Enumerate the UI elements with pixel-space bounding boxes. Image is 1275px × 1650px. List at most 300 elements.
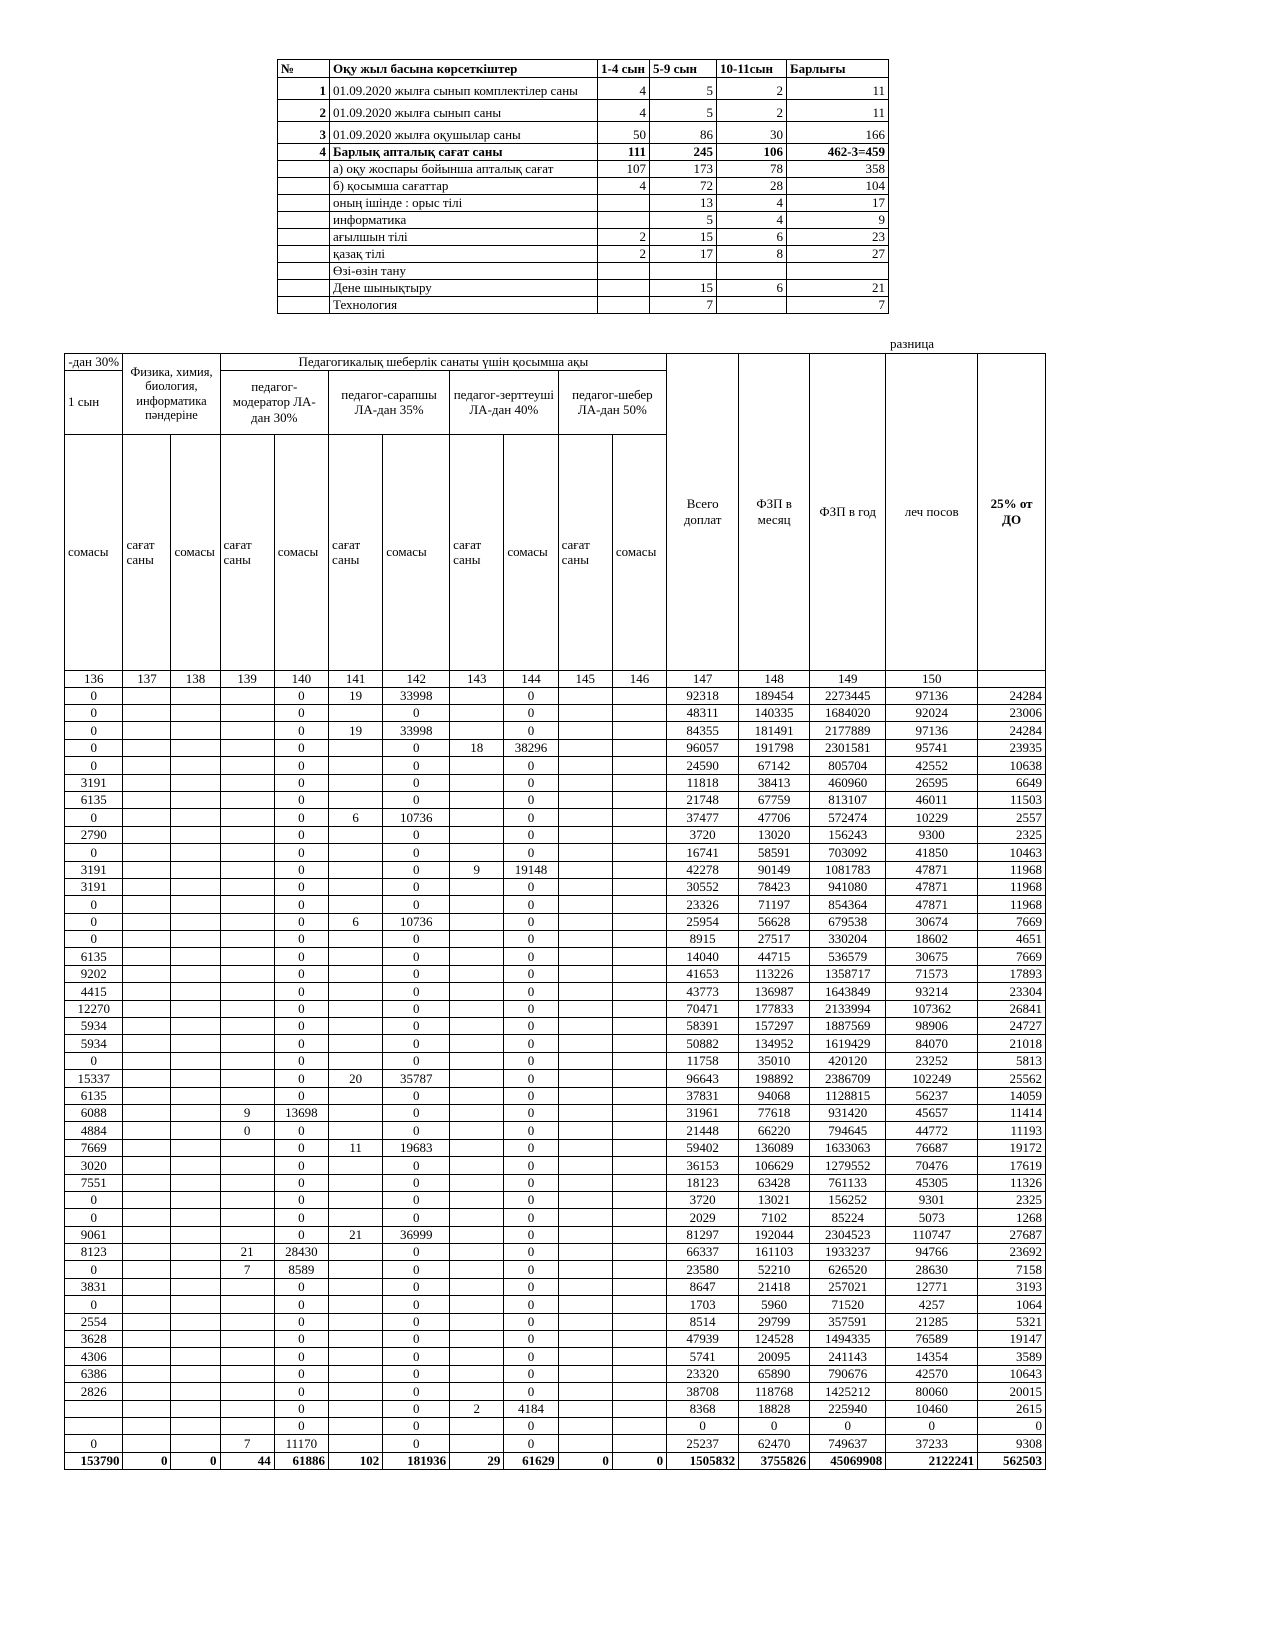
table-cell: [171, 1348, 220, 1365]
table-cell: [558, 1278, 612, 1295]
table-cell: [612, 687, 666, 704]
table-cell: 189454: [739, 687, 810, 704]
table-row: [65, 948, 1046, 965]
table-cell: [450, 826, 504, 843]
table-cell: [558, 1209, 612, 1226]
column-number-cell: 136: [65, 670, 123, 687]
table-cell: 11503: [978, 791, 1046, 808]
table-cell: [220, 878, 274, 895]
table-cell: 102249: [886, 1070, 978, 1087]
table-cell: [123, 896, 171, 913]
total-cell: 181936: [383, 1452, 450, 1469]
table-cell: 20095: [739, 1348, 810, 1365]
table-cell: 33998: [383, 687, 450, 704]
table-cell: [558, 965, 612, 982]
table-cell: [329, 1104, 383, 1121]
table-cell: 5073: [886, 1209, 978, 1226]
table-cell: 2177889: [810, 722, 886, 739]
table-cell: 0: [274, 1122, 328, 1139]
table-cell: 26595: [886, 774, 978, 791]
table-cell: 9: [220, 1104, 274, 1121]
table-cell: [329, 1383, 383, 1400]
table-cell: 0: [504, 1365, 558, 1382]
table-cell: 0: [383, 1191, 450, 1208]
table-cell: 941080: [810, 878, 886, 895]
table-cell: 0: [274, 687, 328, 704]
table-cell: 931420: [810, 1104, 886, 1121]
table-cell: 84355: [667, 722, 739, 739]
table-cell: 47706: [739, 809, 810, 826]
table-cell: 0: [504, 931, 558, 948]
top-header-cell: №: [278, 60, 330, 78]
table-cell: 21748: [667, 791, 739, 808]
table-cell: [171, 1383, 220, 1400]
table-cell: [329, 1018, 383, 1035]
table-cell: [558, 1383, 612, 1400]
table-cell: 33998: [383, 722, 450, 739]
table-cell: [123, 1383, 171, 1400]
table-cell: 10460: [886, 1400, 978, 1417]
table-cell: [171, 896, 220, 913]
top-cell-c: 4: [717, 212, 787, 229]
table-cell: 38413: [739, 774, 810, 791]
top-cell-no: [278, 195, 330, 212]
total-cell: 29: [450, 1452, 504, 1469]
table-cell: 19683: [383, 1139, 450, 1156]
table-cell: 25562: [978, 1070, 1046, 1087]
table-cell: [171, 687, 220, 704]
table-cell: 813107: [810, 791, 886, 808]
table-cell: [220, 1400, 274, 1417]
table-cell: 24284: [978, 722, 1046, 739]
table-cell: [558, 1313, 612, 1330]
table-cell: 0: [383, 931, 450, 948]
table-cell: [171, 757, 220, 774]
header-sagat-sany: сағат саны: [450, 434, 504, 670]
table-cell: [123, 1191, 171, 1208]
table-cell: [612, 1365, 666, 1382]
table-cell: 0: [504, 1278, 558, 1295]
table-row: [65, 1070, 1046, 1087]
table-cell: 2615: [978, 1400, 1046, 1417]
table-row: [65, 1122, 1046, 1139]
table-cell: [612, 1278, 666, 1295]
table-cell: 17893: [978, 965, 1046, 982]
table-cell: 8368: [667, 1400, 739, 1417]
table-cell: 62470: [739, 1435, 810, 1452]
table-cell: 97136: [886, 687, 978, 704]
table-cell: [612, 878, 666, 895]
table-cell: [450, 1383, 504, 1400]
table-cell: [329, 983, 383, 1000]
table-row: [65, 1000, 1046, 1017]
table-cell: 7669: [978, 948, 1046, 965]
table-cell: [558, 1000, 612, 1017]
table-cell: 30552: [667, 878, 739, 895]
table-cell: [450, 844, 504, 861]
table-cell: 1887569: [810, 1018, 886, 1035]
table-cell: 42278: [667, 861, 739, 878]
table-row: [65, 1191, 1046, 1208]
table-cell: [123, 1365, 171, 1382]
top-cell-c: 30: [717, 122, 787, 144]
top-cell-b: 13: [650, 195, 717, 212]
table-cell: [450, 1296, 504, 1313]
total-cell: 0: [171, 1452, 220, 1469]
table-cell: 0: [504, 826, 558, 843]
table-cell: 0: [504, 878, 558, 895]
table-cell: 2790: [65, 826, 123, 843]
table-cell: 11170: [274, 1435, 328, 1452]
table-cell: [450, 687, 504, 704]
table-cell: [220, 1313, 274, 1330]
top-cell-c: 2: [717, 78, 787, 100]
table-row: [65, 1104, 1046, 1121]
table-cell: 1268: [978, 1209, 1046, 1226]
totals-row: [65, 1452, 1046, 1469]
table-cell: 21018: [978, 1035, 1046, 1052]
table-cell: 124528: [739, 1331, 810, 1348]
table-cell: [220, 1174, 274, 1191]
table-cell: 67759: [739, 791, 810, 808]
table-cell: [612, 1174, 666, 1191]
table-cell: [558, 739, 612, 756]
table-cell: 70476: [886, 1157, 978, 1174]
table-cell: [171, 1174, 220, 1191]
table-cell: 5960: [739, 1296, 810, 1313]
table-cell: 0: [65, 931, 123, 948]
table-cell: [171, 1261, 220, 1278]
table-cell: [612, 896, 666, 913]
table-cell: 84070: [886, 1035, 978, 1052]
table-cell: [171, 1296, 220, 1313]
table-cell: [123, 1418, 171, 1435]
table-cell: 2386709: [810, 1070, 886, 1087]
top-cell-a: [598, 212, 650, 229]
table-cell: [171, 1122, 220, 1139]
top-cell-total: [787, 263, 889, 280]
table-cell: 4415: [65, 983, 123, 1000]
table-cell: 0: [274, 1313, 328, 1330]
table-cell: [450, 722, 504, 739]
table-cell: [171, 774, 220, 791]
table-cell: [171, 1278, 220, 1295]
table-cell: 23304: [978, 983, 1046, 1000]
table-cell: [450, 1018, 504, 1035]
top-header-cell: Оқу жыл басына көрсеткіштер: [330, 60, 598, 78]
table-cell: [612, 1139, 666, 1156]
table-cell: 18602: [886, 931, 978, 948]
table-cell: 5934: [65, 1018, 123, 1035]
top-cell-total: 27: [787, 246, 889, 263]
table-cell: [123, 809, 171, 826]
total-cell: 3755826: [739, 1452, 810, 1469]
table-cell: [123, 687, 171, 704]
table-cell: 572474: [810, 809, 886, 826]
table-cell: [171, 844, 220, 861]
table-cell: 2133994: [810, 1000, 886, 1017]
table-cell: [123, 1087, 171, 1104]
table-cell: [558, 1174, 612, 1191]
table-cell: [329, 1313, 383, 1330]
table-cell: 1684020: [810, 704, 886, 721]
table-cell: 0: [274, 913, 328, 930]
table-cell: 9202: [65, 965, 123, 982]
table-cell: 1081783: [810, 861, 886, 878]
table-cell: 23692: [978, 1244, 1046, 1261]
table-cell: [612, 1052, 666, 1069]
table-cell: [612, 722, 666, 739]
table-row: [65, 878, 1046, 895]
total-cell: 153790: [65, 1452, 123, 1469]
table-cell: [558, 1418, 612, 1435]
table-cell: 0: [504, 1348, 558, 1365]
table-cell: [220, 1070, 274, 1087]
table-cell: 0: [886, 1418, 978, 1435]
top-table-row: [278, 212, 889, 229]
column-number-cell: 137: [123, 670, 171, 687]
top-header-cell: 5-9 сын: [650, 60, 717, 78]
table-cell: [329, 1087, 383, 1104]
table-row: [65, 774, 1046, 791]
table-cell: 0: [504, 704, 558, 721]
salary-table: [64, 353, 1046, 1470]
table-cell: 2273445: [810, 687, 886, 704]
table-cell: 50882: [667, 1035, 739, 1052]
header-sagat-sany: сағат саны: [558, 434, 612, 670]
table-cell: [220, 1348, 274, 1365]
table-cell: 58591: [739, 844, 810, 861]
top-cell-a: 50: [598, 122, 650, 144]
top-cell-total: 11: [787, 100, 889, 122]
table-cell: [612, 861, 666, 878]
table-cell: [329, 1191, 383, 1208]
table-cell: 11326: [978, 1174, 1046, 1191]
table-cell: 11193: [978, 1122, 1046, 1139]
table-cell: 65890: [739, 1365, 810, 1382]
table-cell: 536579: [810, 948, 886, 965]
table-cell: [612, 1331, 666, 1348]
table-cell: 56628: [739, 913, 810, 930]
top-cell-total: 104: [787, 178, 889, 195]
table-cell: [329, 861, 383, 878]
table-cell: 0: [274, 965, 328, 982]
table-cell: [220, 1383, 274, 1400]
table-cell: 0: [504, 1313, 558, 1330]
table-cell: [329, 1035, 383, 1052]
table-cell: 70471: [667, 1000, 739, 1017]
table-cell: [220, 704, 274, 721]
top-cell-a: [598, 297, 650, 314]
table-cell: 0: [65, 757, 123, 774]
header-sagat-sany: сағат саны: [329, 434, 383, 670]
top-cell-label: Барлық апталық сағат саны: [330, 144, 598, 161]
table-cell: 110747: [886, 1226, 978, 1243]
header-zertteushi: педагог-зерттеуші ЛА-дан 40%: [450, 370, 559, 434]
table-cell: 0: [504, 722, 558, 739]
table-cell: 0: [274, 931, 328, 948]
table-cell: 626520: [810, 1261, 886, 1278]
table-cell: [612, 983, 666, 1000]
table-cell: [171, 1191, 220, 1208]
top-cell-label: 01.09.2020 жылға сынып саны: [330, 100, 598, 122]
table-cell: 0: [504, 1000, 558, 1017]
table-cell: 157297: [739, 1018, 810, 1035]
table-cell: 11: [329, 1139, 383, 1156]
table-cell: [123, 1296, 171, 1313]
table-cell: [450, 1209, 504, 1226]
table-cell: [220, 1139, 274, 1156]
column-number-cell: 149: [810, 670, 886, 687]
table-cell: [612, 1261, 666, 1278]
table-cell: 0: [383, 1418, 450, 1435]
table-cell: [65, 1418, 123, 1435]
header-somasy: сомасы: [612, 434, 666, 670]
table-cell: 0: [65, 687, 123, 704]
table-cell: 0: [504, 774, 558, 791]
top-cell-total: 21: [787, 280, 889, 297]
table-cell: [450, 1278, 504, 1295]
table-cell: [612, 774, 666, 791]
table-cell: 0: [383, 1209, 450, 1226]
table-cell: [558, 1070, 612, 1087]
top-table-row: [278, 161, 889, 178]
header-pct: 25% от ДО: [978, 354, 1046, 671]
top-cell-b: 72: [650, 178, 717, 195]
table-cell: 97136: [886, 722, 978, 739]
header-sarapshy: педагог-сарапшы ЛА-дан 35%: [329, 370, 450, 434]
table-row: [65, 896, 1046, 913]
table-cell: [612, 757, 666, 774]
table-cell: [612, 931, 666, 948]
table-cell: [558, 983, 612, 1000]
table-cell: 4257: [886, 1296, 978, 1313]
table-cell: [123, 1226, 171, 1243]
top-cell-b: 5: [650, 212, 717, 229]
table-cell: 27687: [978, 1226, 1046, 1243]
table-cell: 37233: [886, 1435, 978, 1452]
table-cell: [558, 774, 612, 791]
table-cell: [123, 913, 171, 930]
table-cell: [450, 965, 504, 982]
top-cell-no: [278, 263, 330, 280]
table-row: [65, 861, 1046, 878]
table-cell: [123, 1244, 171, 1261]
table-cell: [123, 739, 171, 756]
table-row: [65, 1365, 1046, 1382]
table-cell: 0: [274, 1052, 328, 1069]
table-cell: [450, 1331, 504, 1348]
table-cell: 6135: [65, 791, 123, 808]
table-cell: [329, 1348, 383, 1365]
table-cell: [329, 878, 383, 895]
table-cell: 460960: [810, 774, 886, 791]
table-cell: 2554: [65, 1313, 123, 1330]
top-cell-a: 4: [598, 78, 650, 100]
table-cell: 11758: [667, 1052, 739, 1069]
table-cell: 10638: [978, 757, 1046, 774]
header-somasy: сомасы: [383, 434, 450, 670]
table-cell: 94068: [739, 1087, 810, 1104]
table-cell: 17619: [978, 1157, 1046, 1174]
table-cell: 140335: [739, 704, 810, 721]
table-cell: 44715: [739, 948, 810, 965]
table-cell: [123, 1174, 171, 1191]
table-row: [65, 931, 1046, 948]
table-cell: 0: [383, 1348, 450, 1365]
table-cell: 19: [329, 687, 383, 704]
table-cell: [612, 1348, 666, 1365]
table-cell: 0: [504, 1139, 558, 1156]
table-cell: 0: [383, 1087, 450, 1104]
top-cell-label: б) қосымша сағаттар: [330, 178, 598, 195]
table-cell: 96643: [667, 1070, 739, 1087]
table-cell: 21: [329, 1226, 383, 1243]
column-number-row: [65, 670, 1046, 687]
table-cell: [450, 1191, 504, 1208]
table-cell: [450, 1418, 504, 1435]
table-cell: [171, 1209, 220, 1226]
table-cell: 0: [274, 809, 328, 826]
table-cell: [612, 1209, 666, 1226]
table-cell: 92318: [667, 687, 739, 704]
table-cell: 23580: [667, 1261, 739, 1278]
header-fizika: Физика, химия, биология, информатика пәндеріне: [123, 354, 220, 435]
table-cell: [558, 1035, 612, 1052]
table-cell: 2826: [65, 1383, 123, 1400]
total-cell: 61629: [504, 1452, 558, 1469]
table-cell: 0: [383, 774, 450, 791]
table-cell: [171, 791, 220, 808]
top-cell-label: Өзі-өзін тану: [330, 263, 598, 280]
table-cell: [171, 1226, 220, 1243]
table-cell: 0: [383, 1435, 450, 1452]
table-cell: [612, 1435, 666, 1452]
table-cell: [123, 1000, 171, 1017]
table-cell: [171, 983, 220, 1000]
table-cell: 25237: [667, 1435, 739, 1452]
table-cell: 0: [383, 1331, 450, 1348]
table-cell: [220, 1018, 274, 1035]
top-table-row: [278, 78, 889, 100]
table-row: [65, 1139, 1046, 1156]
table-row: [65, 791, 1046, 808]
table-cell: 106629: [739, 1157, 810, 1174]
table-cell: 0: [274, 1226, 328, 1243]
top-header-cell: 10-11сын: [717, 60, 787, 78]
table-cell: 66220: [739, 1122, 810, 1139]
top-indicators-table: [277, 59, 889, 314]
table-cell: [123, 704, 171, 721]
table-cell: 45305: [886, 1174, 978, 1191]
table-cell: 5321: [978, 1313, 1046, 1330]
table-cell: [220, 1157, 274, 1174]
table-cell: 9301: [886, 1191, 978, 1208]
table-cell: 0: [274, 1296, 328, 1313]
table-cell: 679538: [810, 913, 886, 930]
total-cell: 0: [123, 1452, 171, 1469]
table-cell: [558, 826, 612, 843]
table-cell: 7669: [978, 913, 1046, 930]
top-cell-no: [278, 297, 330, 314]
table-cell: [450, 1035, 504, 1052]
top-cell-no: 4: [278, 144, 330, 161]
table-cell: [171, 861, 220, 878]
table-cell: 67142: [739, 757, 810, 774]
table-cell: 5934: [65, 1035, 123, 1052]
table-cell: 0: [274, 1383, 328, 1400]
table-cell: [171, 1139, 220, 1156]
